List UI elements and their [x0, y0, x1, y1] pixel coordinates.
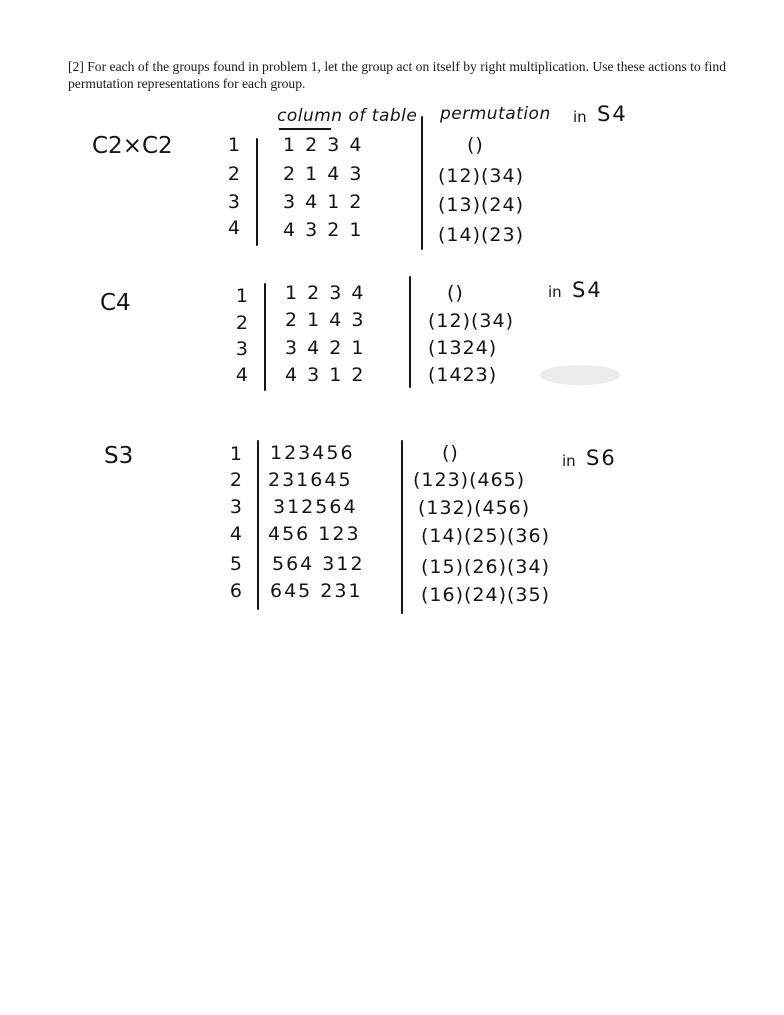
permutation-cycles: (1423) — [428, 364, 498, 386]
group-name: C4 — [100, 290, 131, 316]
row-index: 3 — [229, 496, 242, 518]
in-label: in — [548, 283, 562, 301]
permutation-cycles: (13)(24) — [438, 194, 525, 216]
permutation-cycles: (14)(25)(36) — [421, 525, 551, 547]
row-index: 4 — [229, 523, 242, 545]
row-index: 2 — [229, 469, 242, 491]
permutation-cycles: (12)(34) — [428, 310, 515, 332]
column-entries: 2 1 4 3 — [285, 309, 366, 331]
permutation-cycles: () — [467, 134, 484, 156]
row-index: 1 — [235, 285, 248, 307]
column-entries: 3 4 2 1 — [285, 337, 366, 359]
index-divider — [256, 138, 258, 246]
column-entries: 231645 — [268, 469, 353, 491]
index-divider — [257, 440, 259, 610]
column-entries: 1 2 3 4 — [283, 134, 364, 156]
row-index: 5 — [229, 553, 242, 575]
row-index: 6 — [229, 580, 242, 602]
column-entries: 4 3 2 1 — [283, 219, 364, 241]
row-index: 1 — [229, 443, 242, 465]
column-entries: 123456 — [270, 442, 355, 464]
column-entries: 456 123 — [268, 523, 361, 545]
permutation-cycles: (15)(26)(34) — [421, 556, 551, 578]
row-index: 1 — [227, 134, 240, 156]
row-index: 3 — [235, 338, 248, 360]
permutation-cycles: (123)(465) — [413, 469, 526, 491]
permutation-cycles: () — [447, 282, 464, 304]
target-group: S6 — [586, 446, 617, 470]
permutation-divider — [421, 116, 423, 250]
column-entries: 645 231 — [270, 580, 363, 602]
index-divider — [264, 283, 266, 391]
column-entries: 3 4 1 2 — [283, 191, 364, 213]
row-index: 4 — [235, 364, 248, 386]
column-entries: 564 312 — [272, 553, 365, 575]
column-entries: 312564 — [273, 496, 358, 518]
group-name: S3 — [104, 443, 134, 469]
row-index: 4 — [227, 217, 240, 239]
row-index: 2 — [227, 163, 240, 185]
permutation-cycles: (16)(24)(35) — [421, 584, 551, 606]
permutation-cycles: () — [442, 442, 459, 464]
eraser-smudge — [540, 365, 620, 385]
column-header-underline — [279, 128, 331, 130]
row-index: 2 — [235, 312, 248, 334]
permutation-cycles: (1324) — [428, 337, 498, 359]
permutation-divider — [401, 440, 403, 614]
column-entries: 4 3 1 2 — [285, 364, 366, 386]
column-entries: 1 2 3 4 — [285, 282, 366, 304]
in-label: in — [573, 108, 587, 126]
permutation-cycles: (132)(456) — [418, 497, 531, 519]
column-header: column of table — [277, 106, 418, 126]
target-group: S4 — [597, 102, 628, 126]
target-group: S4 — [572, 278, 603, 302]
permutation-divider — [409, 276, 411, 388]
problem-statement: [2] For each of the groups found in problem 1, let the group act on itself by right multiplication. Use these actions to find permutation representations for each group. — [68, 59, 727, 91]
column-entries: 2 1 4 3 — [283, 163, 364, 185]
group-name: C2×C2 — [92, 133, 173, 159]
row-index: 3 — [227, 191, 240, 213]
permutation-cycles: (12)(34) — [438, 165, 525, 187]
permutation-cycles: (14)(23) — [438, 224, 525, 246]
in-label: in — [562, 452, 576, 470]
permutation-header: permutation — [440, 104, 551, 124]
